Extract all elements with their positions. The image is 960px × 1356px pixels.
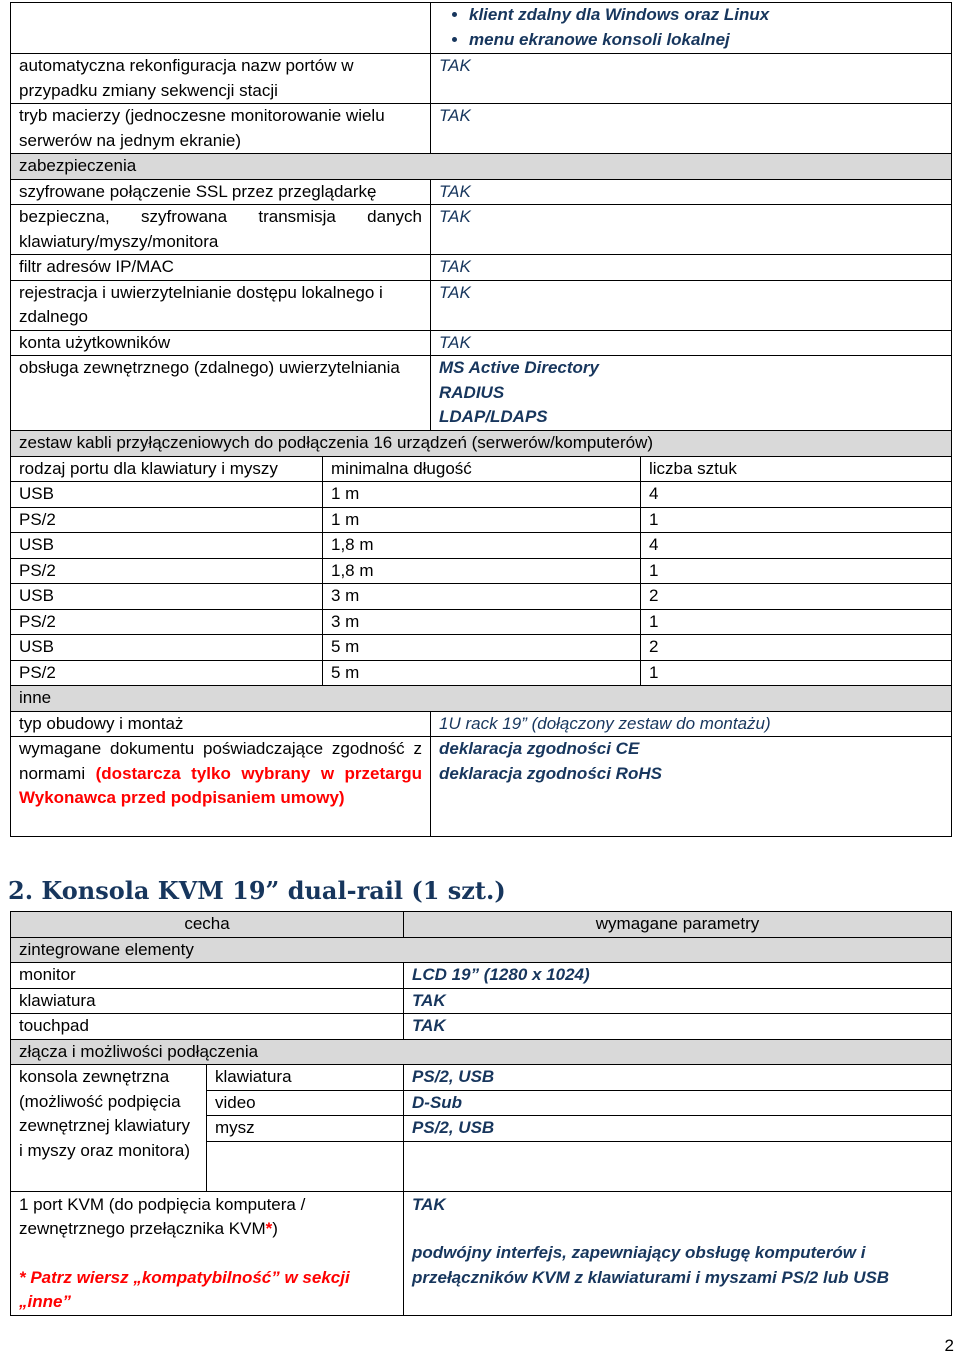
feature-label: automatyczna rekonfiguracja nazw portów w przypadku zmiany sekwencji stacji	[11, 54, 431, 104]
bullet-item: • klient zdalny dla Windows oraz Linux	[469, 3, 943, 28]
auth-value: RADIUS	[439, 382, 505, 402]
ext-item-label: video	[207, 1090, 404, 1116]
empty-cell	[404, 1141, 952, 1191]
feature-label: klawiatura	[11, 988, 404, 1014]
section-header-ports: złącza i możliwości podłączenia	[11, 1039, 952, 1065]
docs-label-note: (dostarcza tylko wybrany w przetargu Wykonawca przed podpisaniem umowy)	[19, 763, 422, 807]
docs-label	[11, 737, 431, 837]
feature-label: touchpad	[11, 1014, 404, 1040]
cable-port: PS/2	[11, 507, 323, 533]
cable-length: 1 m	[323, 507, 641, 533]
kvm-port-value: TAK	[412, 1194, 446, 1214]
feature-value: TAK	[431, 280, 952, 330]
cable-qty: 1	[641, 507, 952, 533]
section-header-cables: zestaw kabli przyłączeniowych do podłączenia 16 urządzeń (serwerów/komputerów)	[11, 431, 952, 457]
docs-values	[431, 737, 952, 837]
cables-header-length: minimalna długość	[323, 456, 641, 482]
cable-length: 1,8 m	[323, 533, 641, 559]
feature-label: rejestracja i uwierzytelnianie dostępu lokalnego i zdalnego	[11, 280, 431, 330]
feature-value: TAK	[431, 104, 952, 154]
kvm-port-star: *	[265, 1219, 273, 1238]
cable-port: USB	[11, 635, 323, 661]
kvm-port-note: * Patrz wiersz „kompatybilność” w sekcji „inne”	[19, 1267, 350, 1311]
feature-value: TAK	[431, 179, 952, 205]
ext-item-label: mysz	[207, 1116, 404, 1142]
feature-label: tryb macierzy (jednoczesne monitorowanie wielu serwerów na jednym ekranie)	[11, 104, 431, 154]
auth-values	[431, 356, 952, 431]
cable-qty: 4	[641, 482, 952, 508]
feature-value: TAK	[404, 988, 952, 1014]
ext-item-value: PS/2, USB	[404, 1116, 952, 1142]
header-feature: cecha	[11, 912, 404, 938]
cable-port: PS/2	[11, 558, 323, 584]
cables-header-qty: liczba sztuk	[641, 456, 952, 482]
cable-qty: 1	[641, 660, 952, 686]
cable-qty: 1	[641, 558, 952, 584]
feature-label: monitor	[11, 963, 404, 989]
kvm-port-close: )	[272, 1219, 278, 1238]
cable-qty: 2	[641, 635, 952, 661]
section-header-integrated: zintegrowane elementy	[11, 937, 952, 963]
empty-label-cell	[11, 3, 431, 54]
feature-label: szyfrowane połączenie SSL przez przeglądarkę	[11, 179, 431, 205]
feature-value: TAK	[404, 1014, 952, 1040]
feature-label: konta użytkowników	[11, 330, 431, 356]
header-params: wymagane parametry	[404, 912, 952, 938]
cable-port: USB	[11, 482, 323, 508]
auth-value: MS Active Directory	[439, 358, 599, 377]
cable-length: 5 m	[323, 660, 641, 686]
feature-value: LCD 19” (1280 x 1024)	[404, 963, 952, 989]
feature-value: TAK	[431, 330, 952, 356]
cable-length: 3 m	[323, 609, 641, 635]
feature-value: TAK	[431, 255, 952, 281]
kvm-port-label	[11, 1191, 404, 1315]
feature-label: bezpieczna, szyfrowana transmisja danych klawiatury/myszy/monitora	[11, 205, 431, 255]
cable-port: USB	[11, 584, 323, 610]
kvm-port-values	[404, 1191, 952, 1315]
section-header-security: zabezpieczenia	[11, 154, 952, 180]
ext-item-label: klawiatura	[207, 1065, 404, 1091]
docs-label-text: wymagane dokumentu poświadczające zgodność z normami	[19, 739, 422, 783]
cable-port: PS/2	[11, 609, 323, 635]
ext-item-value: PS/2, USB	[404, 1065, 952, 1091]
cable-qty: 1	[641, 609, 952, 635]
cable-length: 5 m	[323, 635, 641, 661]
feature-label: filtr adresów IP/MAC	[11, 255, 431, 281]
cable-qty: 2	[641, 584, 952, 610]
feature-value: TAK	[431, 205, 952, 255]
cable-length: 1,8 m	[323, 558, 641, 584]
feature-value: 1U rack 19” (dołączony zestaw do montażu)	[431, 711, 952, 737]
cable-length: 1 m	[323, 482, 641, 508]
feature-value: TAK	[431, 54, 952, 104]
doc-value: deklaracja zgodności CE	[439, 739, 640, 758]
bullet-list-cell	[431, 3, 952, 54]
section-heading: 2. Konsola KVM 19” dual-rail (1 szt.)	[8, 876, 506, 905]
feature-label: typ obudowy i montaż	[11, 711, 431, 737]
spec-table-kvm-console	[10, 911, 952, 1316]
kvm-port-value-detail: podwójny interfejs, zapewniający obsługę komputerów i przełączników KVM z klawiaturami i myszami PS/2 lub USB	[412, 1243, 890, 1287]
section-header-other: inne	[11, 686, 952, 712]
empty-cell	[207, 1141, 404, 1191]
spec-table-kvm-switch	[10, 2, 952, 837]
cable-port: PS/2	[11, 660, 323, 686]
cable-port: USB	[11, 533, 323, 559]
cables-header-port: rodzaj portu dla klawiatury i myszy	[11, 456, 323, 482]
ext-console-label: konsola zewnętrzna (możliwość podpięcia zewnętrznej klawiatury i myszy oraz monitora)	[11, 1065, 207, 1192]
auth-value: LDAP/LDAPS	[439, 407, 548, 426]
page-number: 2	[944, 1336, 954, 1355]
feature-label: obsługa zewnętrznego (zdalnego) uwierzytelniania	[11, 356, 431, 431]
doc-value: deklaracja zgodności RoHS	[439, 763, 662, 783]
kvm-port-text: 1 port KVM (do podpięcia komputera / zewnętrznego przełącznika KVM	[19, 1194, 306, 1238]
bullet-item: • menu ekranowe konsoli lokalnej	[469, 28, 943, 53]
cable-qty: 4	[641, 533, 952, 559]
cable-length: 3 m	[323, 584, 641, 610]
ext-item-value: D-Sub	[404, 1090, 952, 1116]
